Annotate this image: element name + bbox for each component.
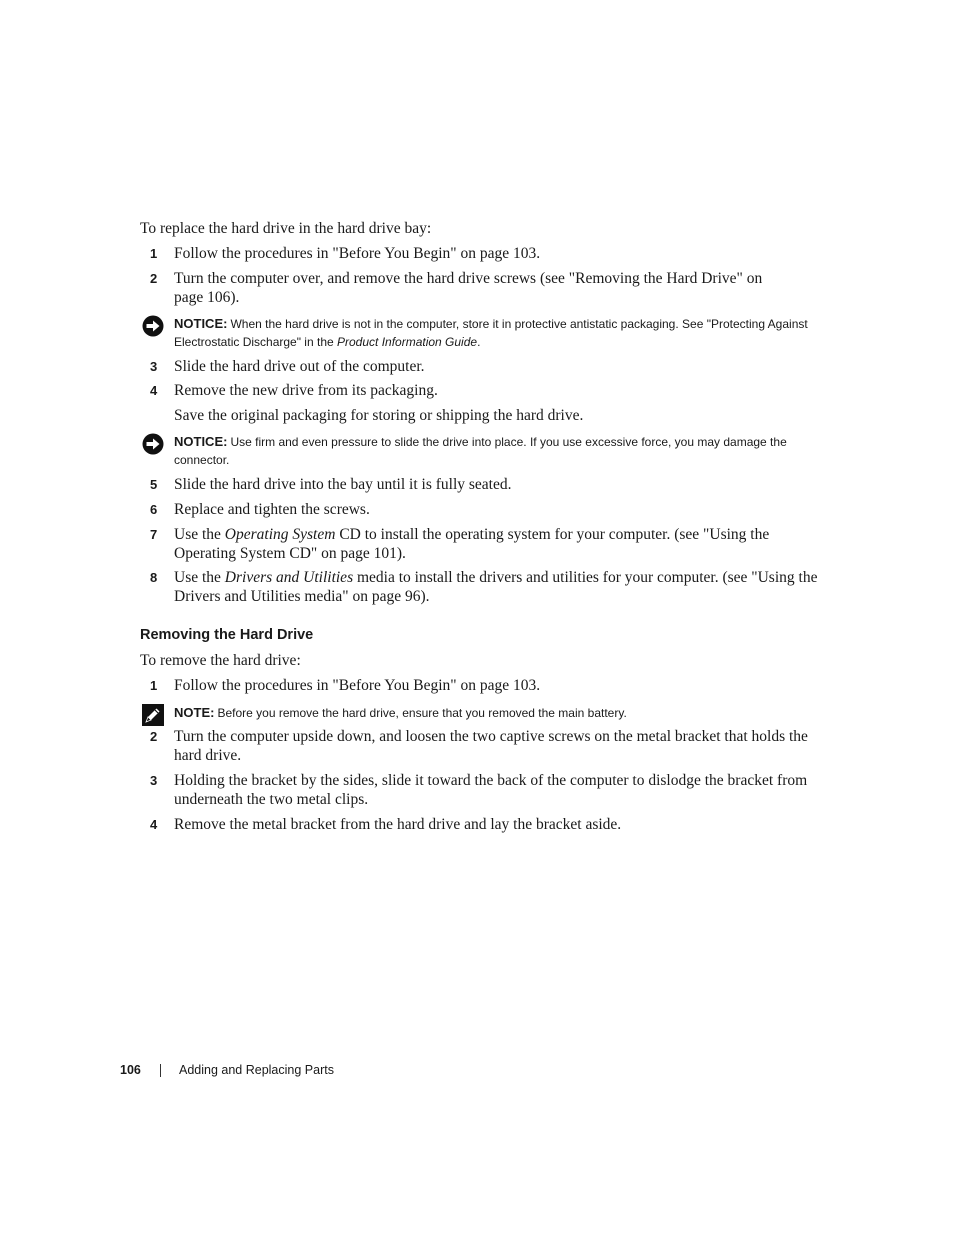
notice-arrow-icon: [142, 315, 164, 337]
step-number: 8: [150, 570, 158, 585]
step-number: 3: [150, 773, 158, 788]
replace-step-7: [140, 525, 820, 563]
notice-body: [174, 315, 820, 351]
notice-label: NOTICE:: [174, 434, 228, 449]
remove-step-1: [140, 676, 820, 695]
step-text: Remove the metal bracket from the hard drive and lay the bracket aside.: [174, 816, 622, 833]
note-callout: [140, 704, 820, 723]
step-number: 1: [150, 678, 158, 693]
step-text-post: CD to install the operating system for your computer. (see "Using the Operating System CD" on page 101).: [174, 526, 770, 562]
save-packaging-text: Save the original packaging for storing or shipping the hard drive.: [174, 407, 584, 424]
product-guide-title: Product Information Guide: [337, 334, 478, 349]
remove-step-3: [140, 771, 820, 809]
note-label: NOTE:: [174, 705, 215, 720]
step-text: [174, 525, 820, 563]
note-text: Before you remove the hard drive, ensure that you removed the main battery.: [217, 706, 627, 720]
step-number: 7: [150, 527, 158, 542]
chapter-title: Adding and Replacing Parts: [179, 1063, 334, 1077]
step-text: Replace and tighten the screws.: [174, 501, 370, 518]
notice-text: Use firm and even pressure to slide the drive into place. If you use excessive force, you may damage the connector.: [174, 435, 787, 467]
step-number: 2: [150, 271, 158, 286]
replace-step-3: [140, 357, 820, 376]
remove-step-2: [140, 727, 820, 765]
step-number: 1: [150, 246, 158, 261]
step-number: 3: [150, 359, 158, 374]
notice-callout: [140, 433, 820, 469]
note-body: [174, 704, 820, 723]
step-number: 6: [150, 502, 158, 517]
step-text: Follow the procedures in "Before You Begin" on page 103.: [174, 245, 541, 262]
notice-callout: [140, 315, 820, 351]
step-text-post: media to install the drivers and utilities for your computer. (see "Using the Drivers and Utilities media" on page 96).: [174, 569, 818, 605]
notice-label: NOTICE:: [174, 316, 228, 331]
step-number: 4: [150, 383, 158, 398]
step-text-pre: Use the: [174, 569, 225, 586]
replace-step-2: [140, 269, 820, 307]
replace-step-5: [140, 475, 820, 494]
step-text: Turn the computer over, and remove the hard drive screws (see "Removing the Hard Drive" on page 106).: [174, 270, 763, 306]
step-text: Follow the procedures in "Before You Begin" on page 103.: [174, 677, 541, 694]
remove-step-4: [140, 815, 820, 834]
notice-body: [174, 433, 820, 469]
step-text: Slide the hard drive into the bay until it is fully seated.: [174, 476, 512, 493]
step-text: Remove the new drive from its packaging.: [174, 382, 438, 399]
operating-system-title: Operating System: [224, 526, 336, 543]
notice-text: When the hard drive is not in the computer, store it in protective antistatic packaging. See "Protecting Against Electrostatic Discharge" in the: [174, 317, 808, 349]
intro-remove: To remove the hard drive:: [140, 652, 301, 669]
step-text: Holding the bracket by the sides, slide it toward the back of the computer to dislodge the bracket from underneath the two metal clips.: [174, 772, 808, 808]
section-heading: Removing the Hard Drive: [140, 627, 314, 643]
step-text: Slide the hard drive out of the computer.: [174, 358, 425, 375]
replace-step-4: [140, 381, 820, 400]
drivers-utilities-title: Drivers and Utilities: [224, 569, 354, 586]
replace-step-8: [140, 568, 820, 606]
note-pencil-icon: [142, 704, 164, 726]
replace-step-6: [140, 500, 820, 519]
footer-divider: [160, 1064, 161, 1077]
page-number: 106: [120, 1063, 141, 1077]
step-number: 5: [150, 477, 158, 492]
step-text: Turn the computer upside down, and loosen the two captive screws on the metal bracket that holds the hard drive.: [174, 728, 808, 764]
notice-arrow-icon: [142, 433, 164, 455]
intro-replace: To replace the hard drive in the hard drive bay:: [140, 220, 432, 237]
step-text-pre: Use the: [174, 526, 225, 543]
notice-tail: .: [477, 334, 481, 349]
step-text: [174, 568, 820, 606]
step-number: 2: [150, 729, 158, 744]
step-number: 4: [150, 817, 158, 832]
replace-step-1: [140, 244, 820, 263]
